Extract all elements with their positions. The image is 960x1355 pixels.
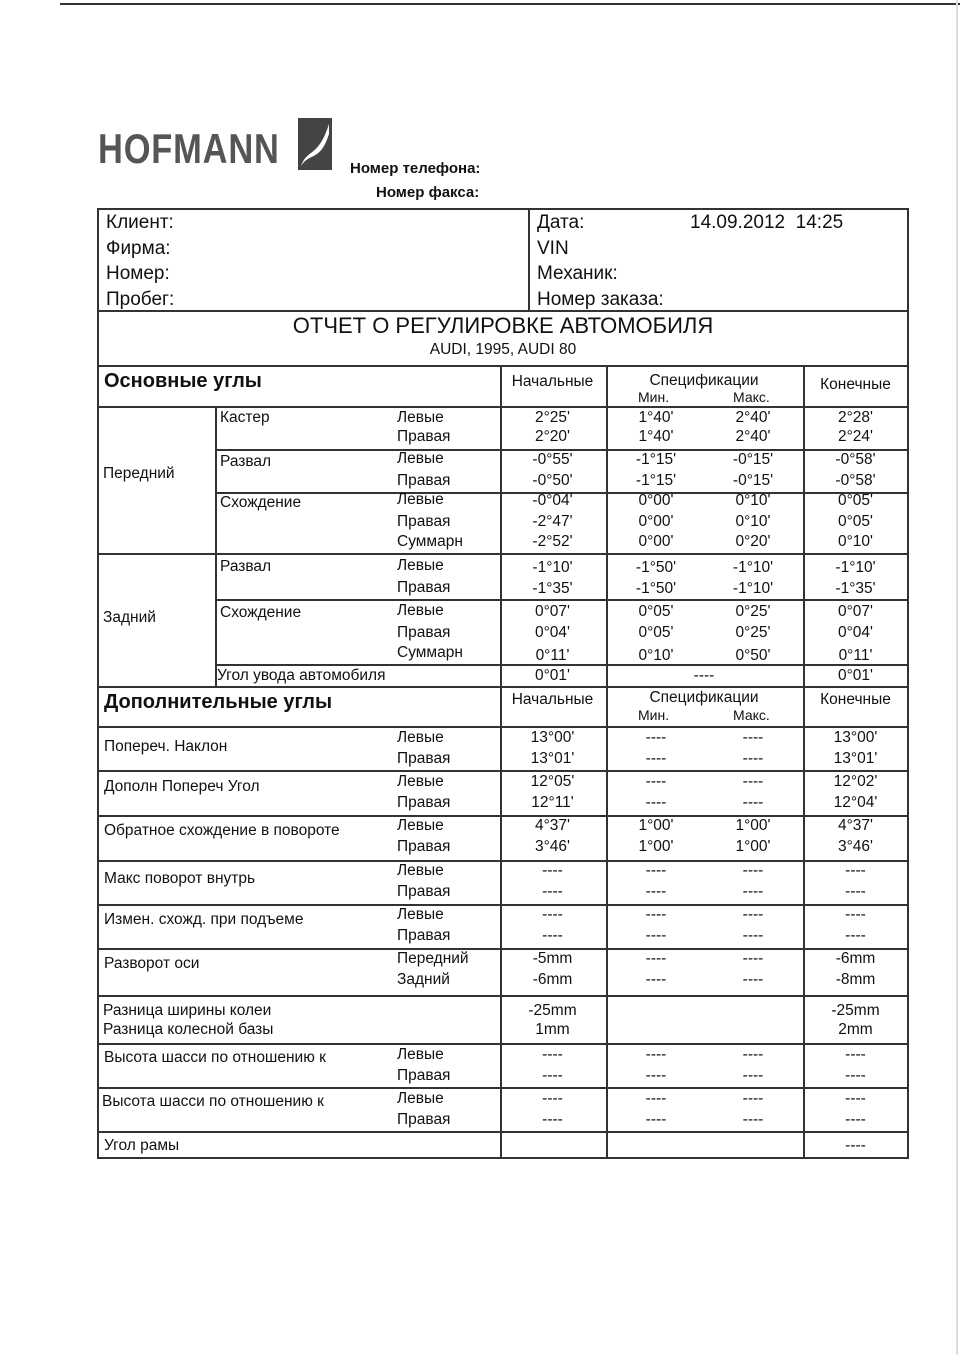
spec-min-value: ---- bbox=[645, 729, 667, 746]
side-label: Левые bbox=[397, 906, 444, 923]
initial-value: 13°00' bbox=[530, 729, 575, 746]
side-left: Левые bbox=[397, 450, 444, 467]
track-diff-final: -25mm bbox=[831, 1002, 880, 1019]
spec-max-value: 1°00' bbox=[735, 817, 771, 834]
spec-min-value: 1°00' bbox=[638, 817, 674, 834]
spec-max-value: 2°40' bbox=[735, 428, 771, 445]
side-label: Левые bbox=[397, 862, 444, 879]
spec-min-value: -1°15' bbox=[635, 451, 677, 468]
number-label: Номер: bbox=[106, 263, 170, 284]
thrust-angle-label: Угол увода автомобиля bbox=[217, 667, 386, 684]
spec-max-value: ---- bbox=[742, 883, 764, 900]
spec-min-value: ---- bbox=[645, 862, 667, 879]
side-label: Правая bbox=[397, 1067, 451, 1084]
side-label: Левые bbox=[397, 729, 444, 746]
spec-min-value: ---- bbox=[645, 927, 667, 944]
spec-max-value: -1°10' bbox=[732, 580, 774, 597]
row-divider bbox=[97, 1043, 909, 1045]
toe-rear-label: Схождение bbox=[220, 604, 302, 621]
col-final: Конечные bbox=[820, 691, 891, 708]
spec-min-value: 0°00' bbox=[638, 513, 674, 530]
toe-front-label: Схождение bbox=[220, 494, 302, 511]
extra-angle-label: Обратное схождение в повороте bbox=[104, 822, 340, 839]
initial-value: -5mm bbox=[532, 950, 573, 967]
camber-rear-label: Развал bbox=[220, 558, 272, 575]
side-right: Правая bbox=[397, 428, 451, 445]
spec-max-value: ---- bbox=[742, 1111, 764, 1128]
final-value: ---- bbox=[845, 927, 866, 944]
report-vehicle: AUDI, 1995, AUDI 80 bbox=[429, 341, 577, 358]
final-value: 12°02' bbox=[833, 773, 878, 790]
final-value: ---- bbox=[845, 862, 866, 879]
thrust-spec: ---- bbox=[693, 667, 715, 684]
row-divider bbox=[97, 726, 909, 728]
spec-min-value: 1°40' bbox=[638, 409, 674, 426]
final-value: ---- bbox=[845, 1046, 866, 1063]
spec-max-value: -0°15' bbox=[732, 472, 774, 489]
col-initial: Начальные bbox=[511, 373, 594, 390]
final-value: ---- bbox=[845, 1090, 866, 1107]
side-right: Правая bbox=[397, 579, 451, 596]
final-value: -0°58' bbox=[835, 451, 876, 468]
spec-min-value: -1°50' bbox=[635, 580, 677, 597]
spec-min-value: ---- bbox=[645, 906, 667, 923]
side-label: Передний bbox=[397, 950, 469, 967]
col-initial: Начальные bbox=[511, 691, 594, 708]
final-value: 13°00' bbox=[833, 729, 878, 746]
final-value: 12°04' bbox=[833, 794, 878, 811]
initial-value: ---- bbox=[542, 906, 563, 923]
row-divider bbox=[97, 770, 909, 772]
date-value: 14.09.2012 14:25 bbox=[690, 212, 844, 233]
firm-label: Фирма: bbox=[106, 237, 171, 259]
final-value: 0°05' bbox=[837, 492, 874, 509]
spec-max-value: ---- bbox=[742, 906, 764, 923]
final-value: 0°10' bbox=[837, 533, 874, 550]
final-value: 2°28' bbox=[837, 409, 874, 426]
col-min: Мин. bbox=[638, 707, 670, 723]
extra-angle-label: Измен. схожд. при подъеме bbox=[104, 911, 304, 928]
final-value: 0°07' bbox=[837, 603, 874, 620]
logo-mark-icon bbox=[298, 118, 332, 170]
mechanic-label: Механик: bbox=[537, 263, 618, 284]
initial-value: 2°25' bbox=[534, 409, 571, 426]
spec-min-value: 0°05' bbox=[638, 603, 674, 620]
spec-max-value: 0°25' bbox=[735, 624, 771, 641]
spec-min-value: ---- bbox=[645, 1090, 667, 1107]
hofmann-logo bbox=[98, 118, 332, 170]
final-value: 4°37' bbox=[837, 817, 874, 834]
row-divider bbox=[97, 553, 909, 555]
spec-max-value: ---- bbox=[742, 773, 764, 790]
spec-max-value: 0°20' bbox=[735, 533, 771, 550]
side-total: Суммарн bbox=[397, 533, 463, 550]
col-specs: Спецификации bbox=[649, 689, 759, 706]
header-right bbox=[537, 210, 664, 312]
side-left: Левые bbox=[397, 602, 444, 619]
final-value: 13°01' bbox=[833, 750, 878, 767]
spec-max-value: 2°40' bbox=[735, 409, 771, 426]
initial-value: 0°07' bbox=[534, 603, 571, 620]
extra-angle-label: Макс поворот внутрь bbox=[104, 870, 256, 887]
spec-max-value: ---- bbox=[742, 950, 764, 967]
side-left: Левые bbox=[397, 491, 444, 508]
col-max: Макс. bbox=[733, 389, 770, 405]
camber-front-label: Развал bbox=[220, 453, 272, 470]
col-final: Конечные bbox=[820, 376, 891, 393]
thrust-final: 0°01' bbox=[837, 667, 874, 684]
row-divider bbox=[97, 1131, 909, 1133]
side-right: Правая bbox=[397, 513, 451, 530]
spec-max-value: -1°10' bbox=[732, 559, 774, 576]
phone-label: Номер телефона: bbox=[350, 160, 481, 177]
spec-max-value: ---- bbox=[742, 729, 764, 746]
spec-max-value: ---- bbox=[742, 1090, 764, 1107]
spec-max-value: ---- bbox=[742, 1046, 764, 1063]
final-value: -6mm bbox=[835, 950, 876, 967]
side-label: Правая bbox=[397, 750, 451, 767]
frame-angle-label: Угол рамы bbox=[104, 1137, 180, 1154]
col-specs: Спецификации bbox=[649, 372, 759, 389]
caster-label: Кастер bbox=[220, 409, 270, 426]
final-value: -8mm bbox=[835, 971, 876, 988]
spec-min-value: -1°15' bbox=[635, 472, 677, 489]
spec-min-value: ---- bbox=[645, 794, 667, 811]
main-angles-title: Основные углы bbox=[104, 370, 262, 392]
spec-min-value: ---- bbox=[645, 750, 667, 767]
initial-value: 12°05' bbox=[530, 773, 575, 790]
header-divider bbox=[528, 210, 530, 310]
initial-value: 0°11' bbox=[535, 647, 570, 664]
final-value: 0°04' bbox=[837, 624, 874, 641]
spec-max-value: ---- bbox=[742, 794, 764, 811]
extra-angle-label: Разворот оси bbox=[104, 955, 200, 972]
spec-max-value: 0°50' bbox=[735, 647, 771, 664]
final-value: 3°46' bbox=[837, 838, 874, 855]
client-label: Клиент: bbox=[106, 212, 174, 233]
initial-value: 12°11' bbox=[531, 794, 574, 811]
initial-value: -1°10' bbox=[532, 559, 573, 576]
side-right: Правая bbox=[397, 624, 451, 641]
initial-value: ---- bbox=[542, 1111, 563, 1128]
track-diff-initial: -25mm bbox=[528, 1002, 577, 1019]
side-label: Правая bbox=[397, 927, 451, 944]
initial-value: -0°04' bbox=[532, 492, 573, 509]
track-diff-label: Разница ширины колеи bbox=[103, 1002, 272, 1019]
row-divider bbox=[97, 1087, 909, 1089]
extra-angle-label: Дополн Попереч Угол bbox=[104, 778, 260, 795]
contact-block bbox=[350, 160, 480, 184]
rear-label: Задний bbox=[103, 609, 156, 626]
side-left: Левые bbox=[397, 409, 444, 426]
logo-text: HOFMANN bbox=[98, 125, 280, 172]
side-label: Правая bbox=[397, 883, 451, 900]
initial-value: -1°35' bbox=[532, 580, 573, 597]
col-min: Мин. bbox=[638, 389, 670, 405]
initial-value: -0°55' bbox=[532, 451, 573, 468]
initial-value: 0°04' bbox=[534, 624, 571, 641]
order-label: Номер заказа: bbox=[537, 288, 664, 310]
side-label: Левые bbox=[397, 1090, 444, 1107]
spec-min-value: 0°00' bbox=[638, 492, 674, 509]
spec-min-value: -1°50' bbox=[635, 559, 677, 576]
fax-label: Номер факса: bbox=[376, 184, 480, 201]
wheelbase-diff-label: Разница колесной базы bbox=[103, 1021, 274, 1038]
side-label: Левые bbox=[397, 817, 444, 834]
spec-min-value: ---- bbox=[645, 1046, 667, 1063]
row-divider bbox=[97, 365, 909, 367]
spec-min-value: 1°00' bbox=[638, 838, 674, 855]
spec-min-value: ---- bbox=[645, 971, 667, 988]
side-total: Суммарн bbox=[397, 644, 463, 661]
side-label: Правая bbox=[397, 1111, 451, 1128]
spec-max-value: ---- bbox=[742, 927, 764, 944]
spec-min-value: 1°40' bbox=[638, 428, 674, 445]
page-edge-right bbox=[956, 0, 958, 1355]
initial-value: -2°47' bbox=[532, 513, 573, 530]
side-label: Правая bbox=[397, 794, 451, 811]
spec-min-value: 0°00' bbox=[638, 533, 674, 550]
initial-value: 13°01' bbox=[530, 750, 575, 767]
mileage-label: Пробег: bbox=[106, 288, 175, 310]
side-left: Левые bbox=[397, 557, 444, 574]
final-value: 0°05' bbox=[837, 513, 874, 530]
initial-value: 4°37' bbox=[534, 817, 571, 834]
spec-min-value: ---- bbox=[645, 1111, 667, 1128]
initial-value: -2°52' bbox=[532, 533, 573, 550]
initial-value: ---- bbox=[542, 927, 563, 944]
thrust-initial: 0°01' bbox=[534, 667, 571, 684]
vin-label: VIN bbox=[537, 237, 569, 259]
chassis-height-label: Высота шасси по отношению к bbox=[102, 1093, 324, 1110]
final-value: -1°10' bbox=[835, 559, 876, 576]
final-value: ---- bbox=[845, 1111, 866, 1128]
side-right: Правая bbox=[397, 472, 451, 489]
row-divider bbox=[97, 995, 909, 997]
final-value: ---- bbox=[845, 1067, 866, 1084]
final-value: ---- bbox=[845, 906, 866, 923]
spec-min-value: 0°10' bbox=[638, 647, 674, 664]
spec-max-value: ---- bbox=[742, 971, 764, 988]
spec-min-value: ---- bbox=[645, 773, 667, 790]
side-label: Левые bbox=[397, 1046, 444, 1063]
spec-max-value: 0°25' bbox=[735, 603, 771, 620]
spec-min-value: ---- bbox=[645, 1067, 667, 1084]
spec-max-value: ---- bbox=[742, 750, 764, 767]
initial-value: ---- bbox=[542, 883, 563, 900]
final-value: -0°58' bbox=[835, 472, 876, 489]
spec-max-value: 0°10' bbox=[735, 492, 771, 509]
spec-max-value: 0°10' bbox=[735, 513, 771, 530]
column-divider bbox=[215, 406, 217, 686]
chassis-height-label: Высота шасси по отношению к bbox=[104, 1049, 326, 1066]
side-label: Левые bbox=[397, 773, 444, 790]
spec-min-value: ---- bbox=[645, 883, 667, 900]
frame-angle-final: ---- bbox=[845, 1137, 866, 1154]
side-label: Правая bbox=[397, 838, 451, 855]
spec-max-value: ---- bbox=[742, 862, 764, 879]
divider bbox=[97, 310, 909, 312]
initial-value: ---- bbox=[542, 1090, 563, 1107]
final-value: 0°11' bbox=[838, 647, 873, 664]
fax-block bbox=[376, 184, 479, 208]
report-title: ОТЧЕТ О РЕГУЛИРОВКЕ АВТОМОБИЛЯ bbox=[292, 313, 714, 338]
spec-min-value: 0°05' bbox=[638, 624, 674, 641]
date-label: Дата: bbox=[537, 212, 585, 233]
initial-value: -6mm bbox=[532, 971, 573, 988]
col-max: Макс. bbox=[733, 707, 770, 723]
wheelbase-diff-final: 2mm bbox=[838, 1021, 873, 1038]
page-edge bbox=[60, 3, 960, 5]
initial-value: ---- bbox=[542, 862, 563, 879]
final-value: 2°24' bbox=[837, 428, 874, 445]
wheelbase-diff-initial: 1mm bbox=[535, 1021, 570, 1038]
final-value: -1°35' bbox=[835, 580, 876, 597]
extra-angle-label: Попереч. Наклон bbox=[104, 738, 228, 755]
initial-value: 3°46' bbox=[534, 838, 571, 855]
final-value: ---- bbox=[845, 883, 866, 900]
spec-max-value: -0°15' bbox=[732, 451, 774, 468]
extra-angles-title: Дополнительные углы bbox=[104, 691, 333, 713]
front-label: Передний bbox=[103, 465, 175, 482]
initial-value: 2°20' bbox=[534, 428, 571, 445]
row-divider bbox=[97, 686, 909, 688]
initial-value: -0°50' bbox=[532, 472, 573, 489]
spec-min-value: ---- bbox=[645, 950, 667, 967]
initial-value: ---- bbox=[542, 1067, 563, 1084]
spec-max-value: 1°00' bbox=[735, 838, 771, 855]
row-divider bbox=[97, 406, 909, 408]
spec-max-value: ---- bbox=[742, 1067, 764, 1084]
initial-value: ---- bbox=[542, 1046, 563, 1063]
header-left bbox=[106, 210, 174, 312]
side-label: Задний bbox=[397, 971, 450, 988]
